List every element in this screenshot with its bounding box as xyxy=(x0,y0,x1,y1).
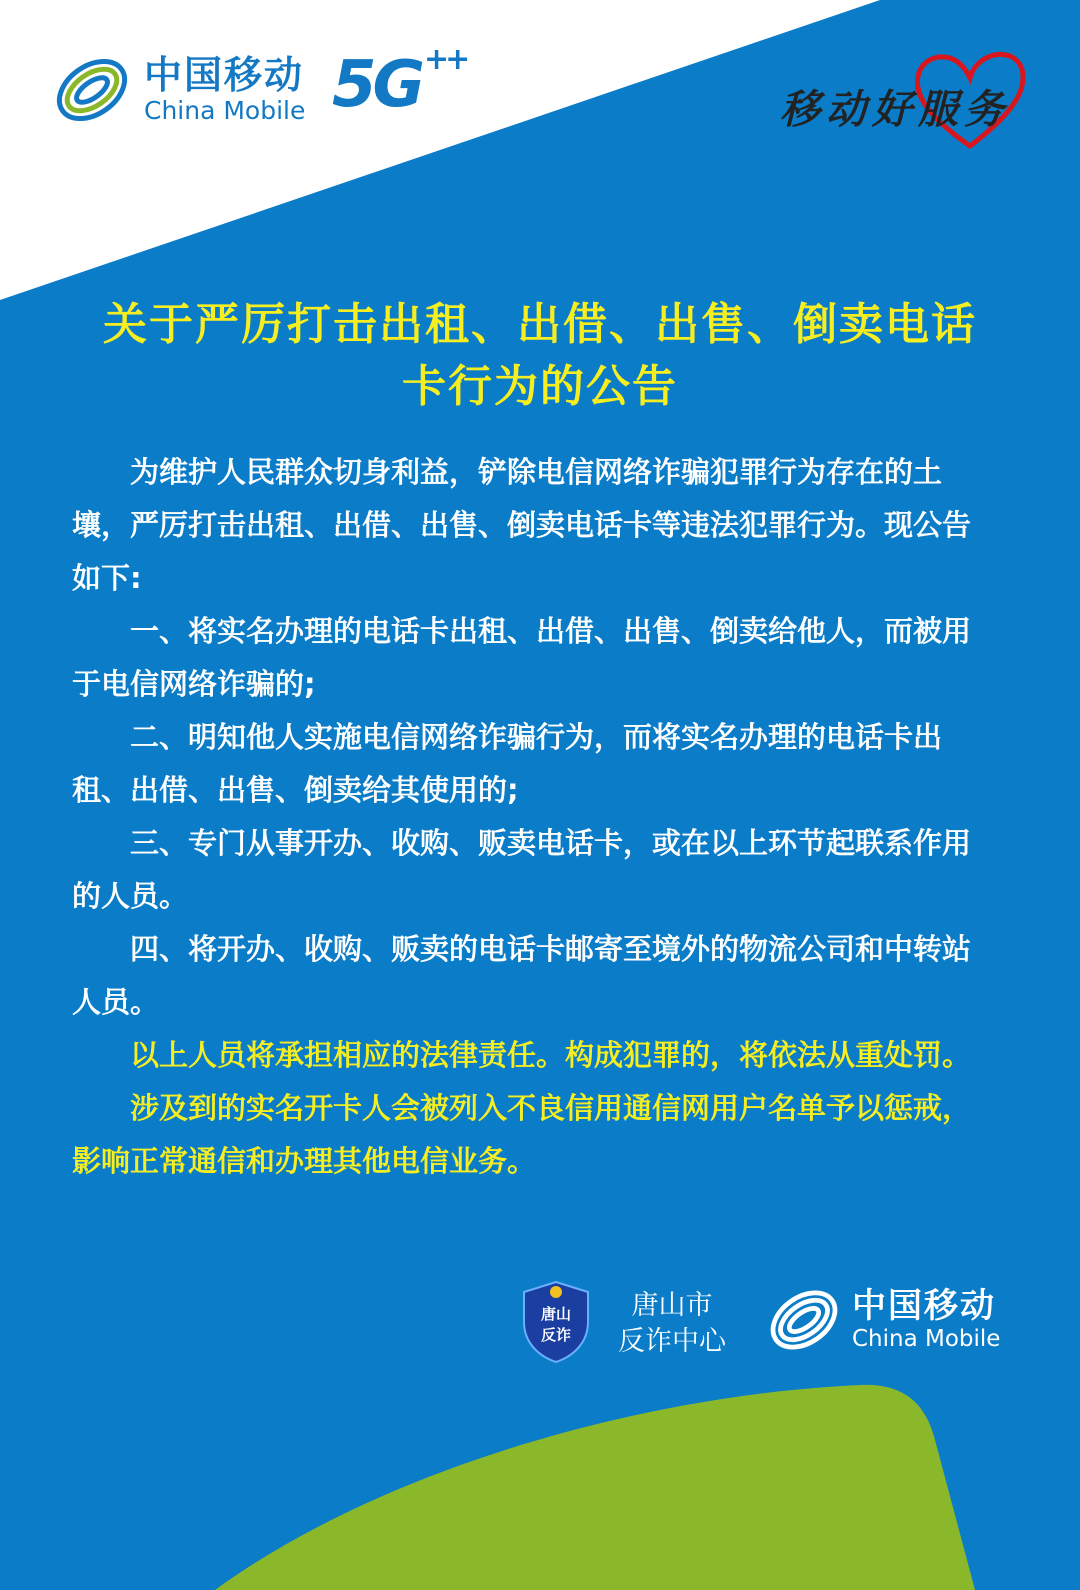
china-mobile-emblem-icon xyxy=(766,1282,842,1358)
paragraph-item-2: 二、明知他人实施电信网络诈骗行为，而将实名办理的电话卡出租、出借、出售、倒卖给其使用的; xyxy=(72,720,943,807)
5g-plus-text: ++ xyxy=(424,42,467,77)
announcement-body xyxy=(72,446,990,1188)
5g-logo xyxy=(332,42,467,122)
logo-cn-text: 中国移动 xyxy=(144,53,305,97)
paragraph-item-1: 一、将实名办理的电话卡出租、出借、出售、倒卖给他人，而被用于电信网络诈骗的; xyxy=(72,614,972,701)
announcement-title xyxy=(40,294,1040,418)
footer-logo-en-text: China Mobile xyxy=(852,1326,1001,1352)
china-mobile-logo-footer xyxy=(766,1282,1000,1358)
footer-logo-cn-text: 中国移动 xyxy=(852,1286,996,1326)
paragraph-legal-warning: 以上人员将承担相应的法律责任。构成犯罪的，将依法从重处罚。 xyxy=(130,1038,972,1072)
title-line-1: 关于严厉打击出租、出借、出售、倒卖电话 xyxy=(103,299,977,350)
paragraph-item-4: 四、将开办、收购、贩卖的电话卡邮寄至境外的物流公司和中转站人员。 xyxy=(72,932,972,1019)
slogan-logo xyxy=(780,78,1010,135)
slogan-text: 移动好服务 xyxy=(780,86,1010,133)
logo-en-text: China Mobile xyxy=(144,96,306,125)
anti-fraud-badge xyxy=(518,1278,594,1364)
paragraph-credit-warning: 涉及到的实名开卡人会被列入不良信用通信网用户名单予以惩戒，影响正常通信和办理其他电信业务。 xyxy=(72,1091,972,1178)
anti-fraud-center-label xyxy=(618,1288,726,1360)
center-line-1: 唐山市 xyxy=(631,1290,713,1321)
paragraph-intro: 为维护人民群众切身利益，铲除电信网络诈骗犯罪行为存在的土壤，严厉打击出租、出借、出售、倒卖电话卡等违法犯罪行为。现公告如下: xyxy=(72,455,972,595)
badge-line-1: 唐山 xyxy=(540,1305,571,1323)
badge-line-2: 反诈 xyxy=(540,1326,571,1344)
china-mobile-emblem-icon xyxy=(52,50,132,130)
title-line-2: 卡行为的公告 xyxy=(402,361,678,412)
china-mobile-logo xyxy=(52,50,305,130)
5g-text: 5G xyxy=(332,48,422,122)
center-line-2: 反诈中心 xyxy=(618,1326,726,1357)
paragraph-item-3: 三、专门从事开办、收购、贩卖电话卡，或在以上环节起联系作用的人员。 xyxy=(72,826,972,913)
